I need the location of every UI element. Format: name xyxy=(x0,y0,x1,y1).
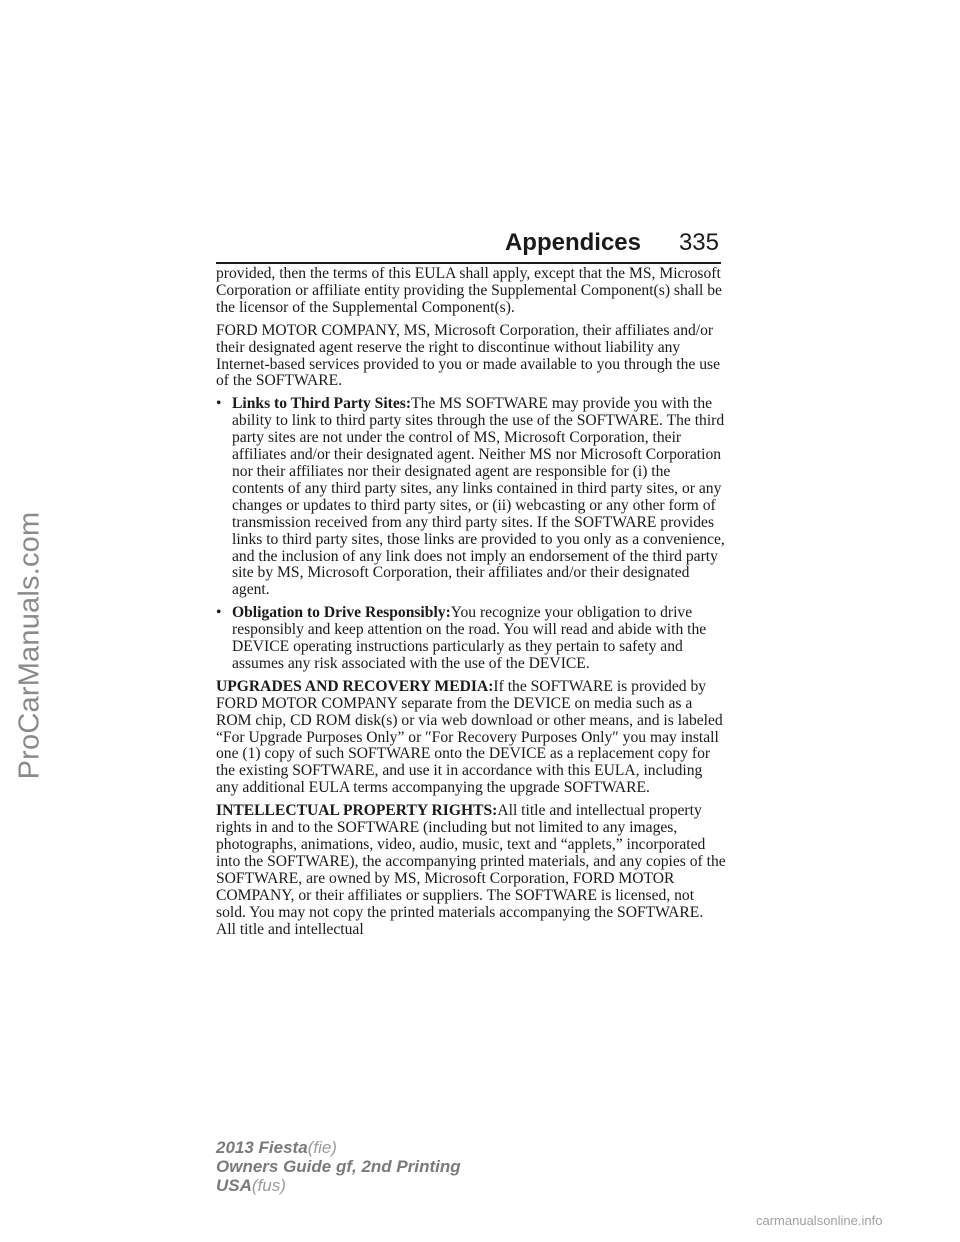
bullet-dot: • xyxy=(216,395,222,413)
watermark-text: ProCarManuals.com xyxy=(13,511,46,779)
footer-region: USA(fus) xyxy=(216,1176,286,1195)
bullet-text: The MS SOFTWARE may provide you with the ability to link to third party sites through the use of the SOFTWARE. The third party sites are not under the control of MS, Microsoft Corporation, their affiliates and/or their designated agent. Neither MS nor Microsoft Corporation nor their affiliates nor their designated agent are responsible for (i) the contents of any third party sites, any links contained in third party sites, or any changes or updates to third party sites, or (ii) webcasting or any other form of transmission received from any third party sites. If the SOFTWARE provides links to third party sites, those links are provided to you only as a convenience, and the inclusion of any link does not imply an endorsement of the third party site by MS, Microsoft Corporation, their affiliates and/or their designated agent. xyxy=(232,395,725,599)
bullet-dot: • xyxy=(216,604,222,622)
page-body xyxy=(216,266,726,944)
page-footer xyxy=(216,1138,461,1195)
section-heading-ip: INTELLECTUAL PROPERTY RIGHTS: xyxy=(216,802,498,820)
page-header xyxy=(216,226,721,264)
section-text-ip: All title and intellectual property rights in and to the SOFTWARE (including but not limited to any images, photographs, animations, video, audio, music, text and “applets,” incorporated into the SOFTWARE), the accompanying printed materials, and any copies of the SOFTWARE, are owned by MS, Microsoft Corporation, FORD MOTOR COMPANY, or their affiliates or suppliers. The SOFTWARE is licensed, not sold. You may not copy the printed materials accompanying the SOFTWARE. All title and intellectual xyxy=(216,802,726,938)
section-heading-upgrades: UPGRADES AND RECOVERY MEDIA: xyxy=(216,677,494,695)
site-credit: carmanualsonline.info xyxy=(756,1213,883,1228)
bullet-heading: Obligation to Drive Responsibly: xyxy=(232,604,451,622)
page-title: Appendices xyxy=(504,229,641,256)
paragraph-ip-rights xyxy=(216,803,726,938)
footer-model: 2013 Fiesta(fie) xyxy=(216,1138,337,1157)
footer-guide: Owners Guide gf, 2nd Printing xyxy=(216,1157,461,1176)
paragraph-internet-services: FORD MOTOR COMPANY, MS, Microsoft Corporation, their affiliates and/or their designated agent reserve the right to discontinue without liability any Internet-based services provided to you or made available to you through the use of the SOFTWARE. xyxy=(216,321,721,390)
paragraph-supplemental: provided, then the terms of this EULA shall apply, except that the MS, Microsoft Corporation or affiliate entity providing the Supplemental Component(s) shall be the licensor of the Supplemental Component(s). xyxy=(216,265,722,316)
bullet-text: You recognize your obligation to drive responsibly and keep attention on the road. You will read and abide with the DEVICE operating instructions particularly as they pertain to safety and assumes any risk associated with the use of the DEVICE. xyxy=(232,604,707,672)
bullet-heading: Links to Third Party Sites: xyxy=(232,395,412,413)
bullet-drive-responsibly xyxy=(216,605,726,673)
paragraph-upgrades xyxy=(216,679,726,797)
bullet-third-party-sites xyxy=(216,396,726,599)
page-number: 335 xyxy=(678,229,719,256)
watermark xyxy=(4,480,56,810)
section-text-upgrades: If the SOFTWARE is provided by FORD MOTOR COMPANY separate from the DEVICE on media such as a ROM chip, CD ROM disk(s) or via web download or other means, and is labeled “For Upgrade Purposes Only” or ″For Recovery Purposes Only″ you may install one (1) copy of such SOFTWARE onto the DEVICE as a replacement copy for the existing SOFTWARE, and use it in accordance with this EULA, including any additional EULA terms accompanying the upgrade SOFTWARE. xyxy=(216,677,723,797)
